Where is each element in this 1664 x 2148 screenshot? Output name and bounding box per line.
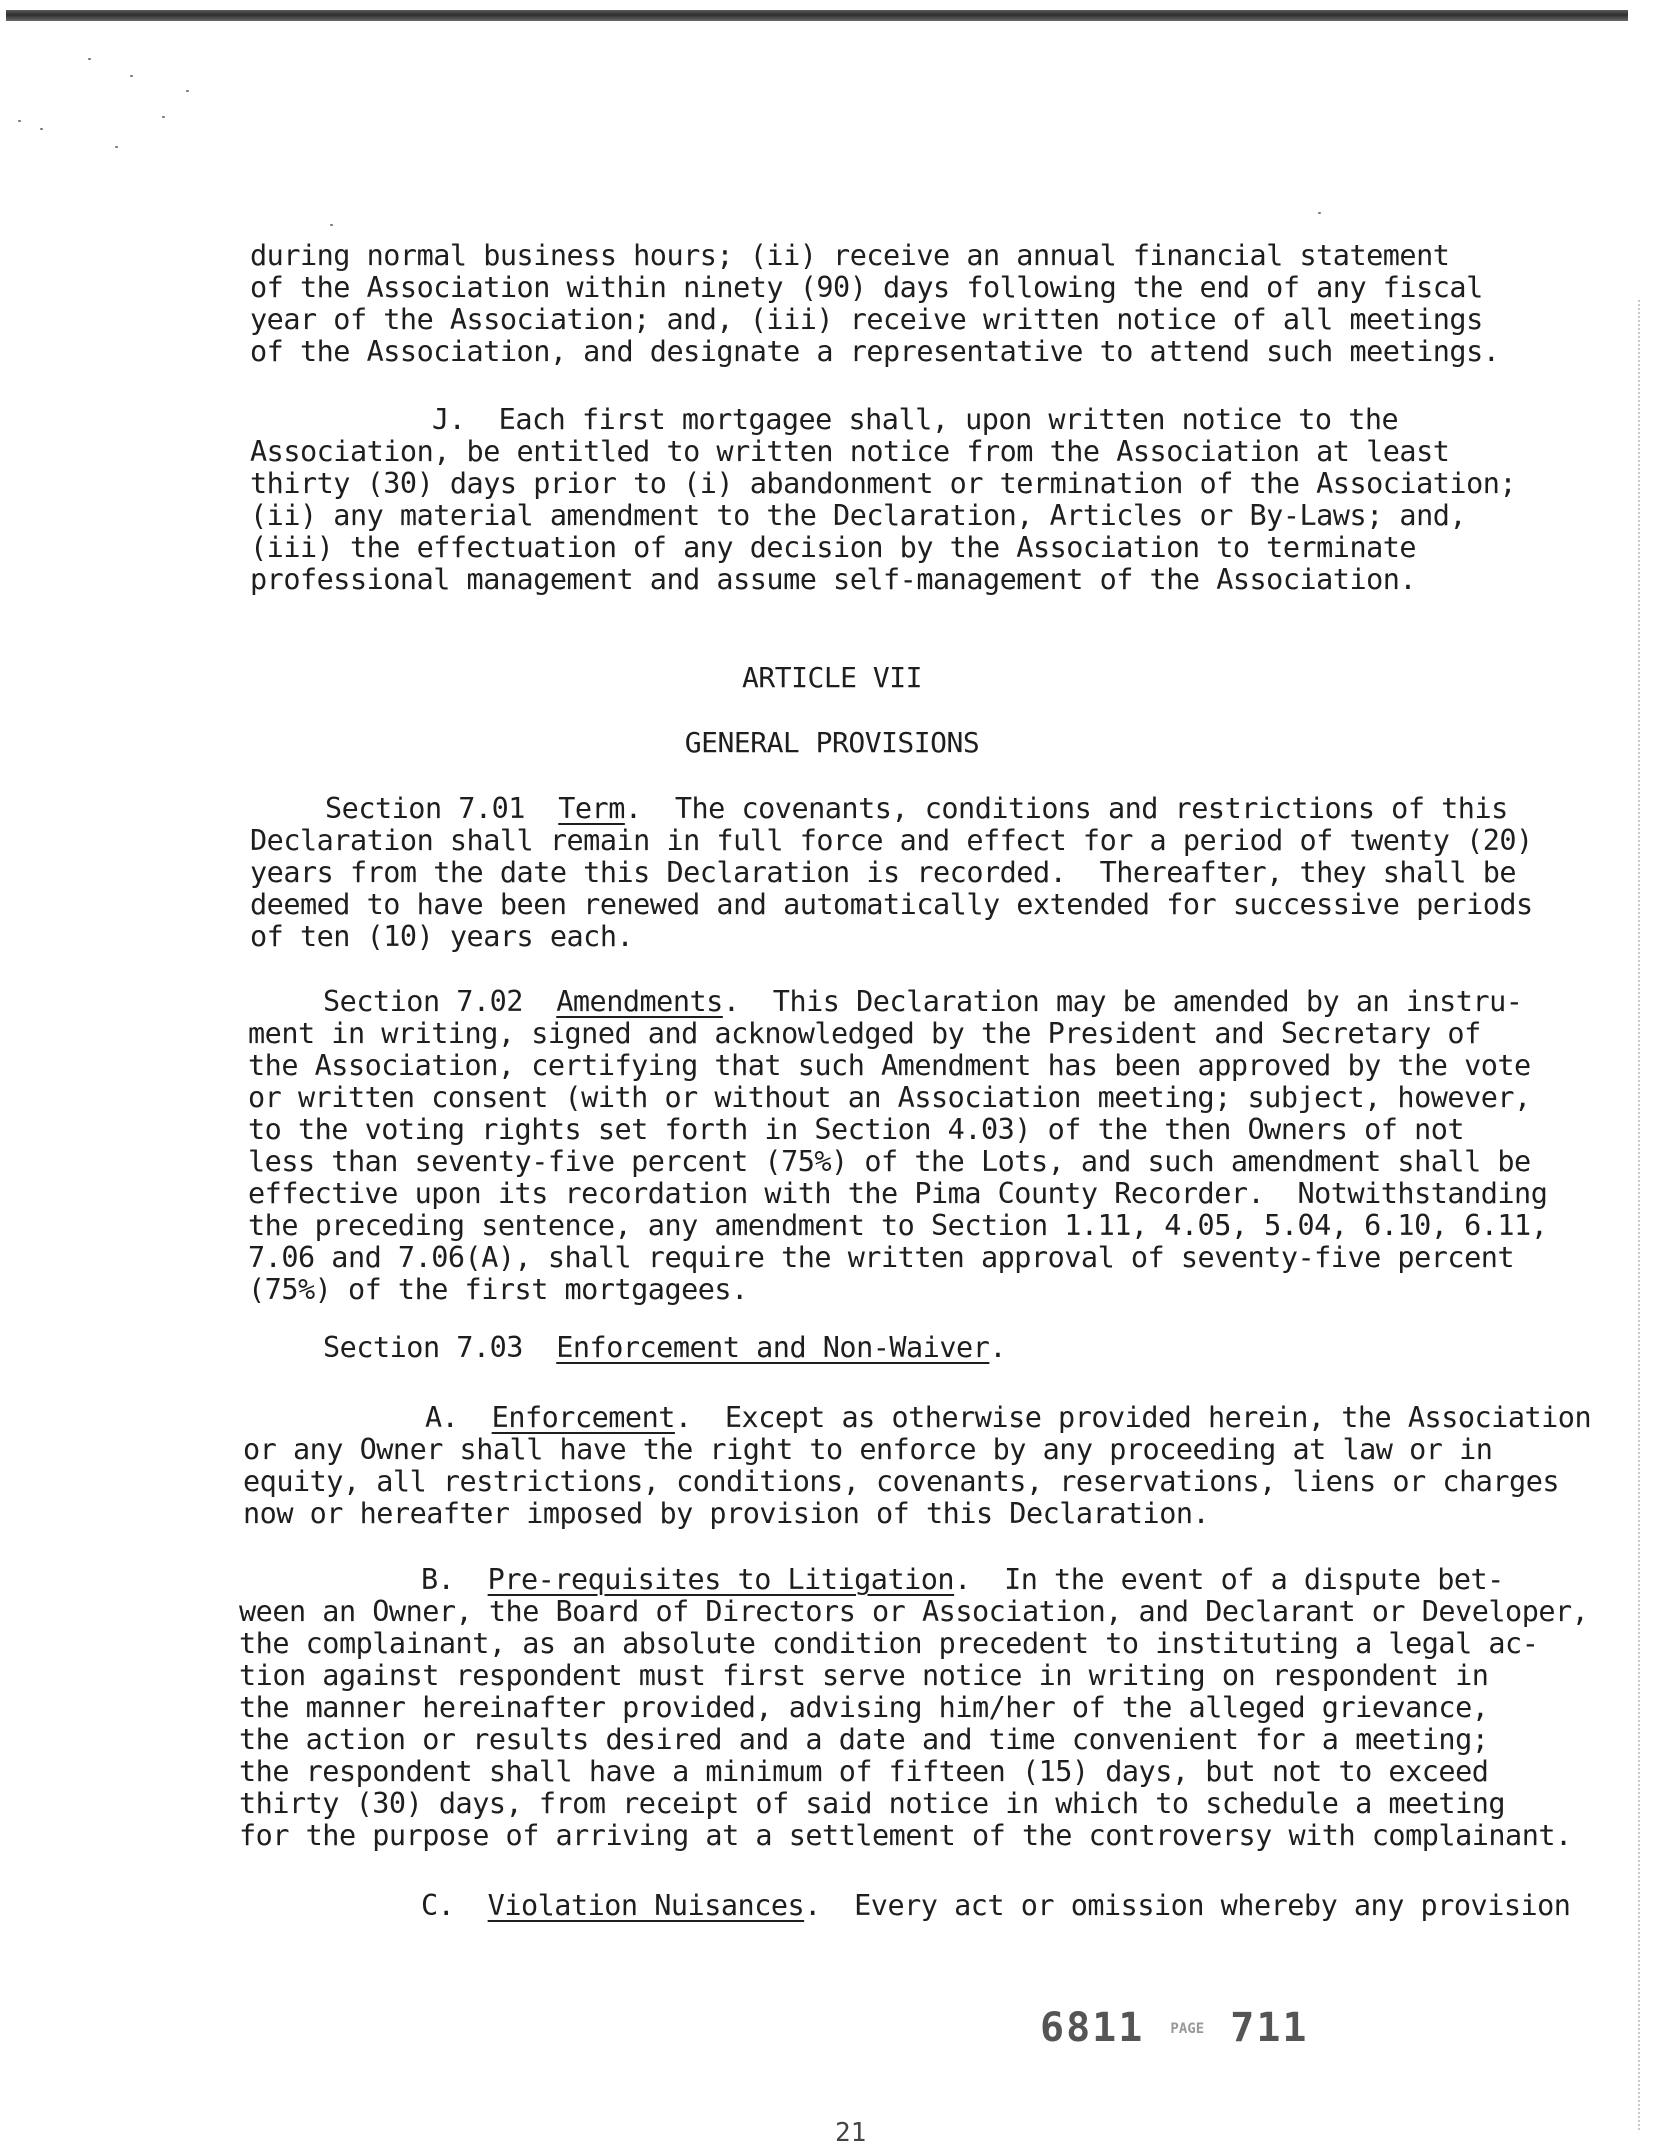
paragraph-title: Enforcement <box>491 1401 675 1434</box>
text-line: the action or results desired and a date and time convenient for a meeting; <box>239 1723 1489 1756</box>
text-line: Each first mortgagee shall, upon written notice to the <box>498 403 1399 436</box>
text-line: 7.06 and 7.06(A), shall require the written approval of seventy-five percent <box>248 1241 1515 1274</box>
text-line: for the purpose of arriving at a settlement of the controversy with complainant. <box>239 1819 1572 1852</box>
text-line: . In the event of a dispute bet- <box>954 1563 1504 1596</box>
text-line: thirty (30) days, from receipt of said notice in which to schedule a meeting <box>239 1787 1506 1820</box>
text-line: year of the Association; and, (iii) receive written notice of all meetings <box>250 303 1483 336</box>
text-line: professional management and assume self-management of the Association. <box>250 563 1417 596</box>
paragraph-label: J. <box>432 403 466 436</box>
text-line: or any Owner shall have the right to enforce by any proceeding at law or in <box>243 1433 1493 1466</box>
scan-speck <box>186 90 189 92</box>
paragraph-a-enforcement <box>243 1402 1591 1530</box>
section-label: Section 7.01 <box>325 792 525 825</box>
paragraph-title: Violation Nuisances <box>487 1889 805 1922</box>
text-line: years from the date this Declaration is recorded. Thereafter, they shall be <box>250 856 1517 889</box>
paragraph-j <box>250 404 1516 596</box>
scan-speck <box>40 128 43 130</box>
text-line: the respondent shall have a minimum of fifteen (15) days, but not to exceed <box>239 1755 1489 1788</box>
text-line: ween an Owner, the Board of Directors or Association, and Declarant or Developer, <box>239 1595 1589 1628</box>
text-line: or written consent (with or without an Association meeting; subject, however, <box>248 1081 1531 1114</box>
text-line: of ten (10) years each. <box>250 920 634 953</box>
text-line: tion against respondent must first serve notice in writing on respondent in <box>239 1659 1489 1692</box>
text-line: to the voting rights set forth in Section 4.03) of the then Owners of not <box>248 1113 1465 1146</box>
page-number-stamp: 711 <box>1230 2005 1309 2051</box>
continuation-paragraph <box>250 240 1499 368</box>
section-label: Section 7.03 <box>323 1331 523 1364</box>
book-number: 6811 <box>1040 2005 1145 2051</box>
text-line: effective upon its recordation with the Pima County Recorder. Notwithstanding <box>248 1177 1548 1210</box>
text-line: . Except as otherwise provided herein, the Association <box>674 1401 1592 1434</box>
scan-speck <box>1318 212 1321 214</box>
text-line: . <box>989 1331 1007 1364</box>
text-line: Association, be entitled to written notice from the Association at least <box>250 435 1450 468</box>
section-title: Enforcement and Non-Waiver <box>556 1331 990 1364</box>
paragraph-title: Pre-requisites to Litigation <box>487 1563 955 1596</box>
text-line: the preceding sentence, any amendment to Section 1.11, 4.05, 5.04, 6.10, 6.11, <box>248 1209 1548 1242</box>
recording-stamp <box>1040 2005 1308 2051</box>
section-title: Amendments <box>556 985 723 1018</box>
scan-top-border <box>6 10 1628 21</box>
paragraph-b-litigation <box>239 1564 1588 1852</box>
text-line: equity, all restrictions, conditions, covenants, reservations, liens or charges <box>243 1465 1560 1498</box>
text-line: (iii) the effectuation of any decision by the Association to terminate <box>250 531 1417 564</box>
section-7-01 <box>250 793 1533 953</box>
section-7-03 <box>248 1332 1006 1364</box>
page-marker: PAGE <box>1170 2021 1205 2037</box>
text-line: (75%) of the first mortgagees. <box>248 1273 748 1306</box>
text-line: of the Association, and designate a representative to attend such meetings. <box>250 335 1500 368</box>
text-line: the manner hereinafter provided, advising him/her of the alleged grievance, <box>239 1691 1489 1724</box>
text-line: deemed to have been renewed and automatically extended for successive periods <box>250 888 1533 921</box>
text-line: . The covenants, conditions and restrictions of this <box>624 792 1508 825</box>
article-heading: ARTICLE VII <box>742 661 922 694</box>
text-line: now or hereafter imposed by provision of this Declaration. <box>243 1497 1210 1530</box>
text-line: . Every act or omission whereby any provision <box>804 1889 1571 1922</box>
section-label: Section 7.02 <box>323 985 523 1018</box>
text-line: ment in writing, signed and acknowledged by the President and Secretary of <box>248 1017 1481 1050</box>
section-title: Term <box>558 792 625 825</box>
scan-speck <box>18 120 21 122</box>
scan-speck <box>330 224 333 226</box>
paragraph-c-violation <box>239 1890 1570 1922</box>
text-line: . This Declaration may be amended by an instru- <box>722 985 1523 1018</box>
text-line: the Association, certifying that such Amendment has been approved by the vote <box>248 1049 1531 1082</box>
scan-speck <box>88 58 91 60</box>
scan-speck <box>162 116 165 118</box>
text-line: Declaration shall remain in full force and effect for a period of twenty (20) <box>250 824 1533 857</box>
text-line: of the Association within ninety (90) days following the end of any fiscal <box>250 271 1483 304</box>
paragraph-label: C. <box>421 1889 455 1922</box>
page-number: 21 <box>835 2118 867 2148</box>
text-line: thirty (30) days prior to (i) abandonment or termination of the Association; <box>250 467 1517 500</box>
scan-right-edge <box>1638 300 1642 2130</box>
scan-speck <box>130 75 133 77</box>
text-line: (ii) any material amendment to the Declaration, Articles or By-Laws; and, <box>250 499 1467 532</box>
paragraph-label: B. <box>421 1563 455 1596</box>
text-line: less than seventy-five percent (75%) of the Lots, and such amendment shall be <box>248 1145 1531 1178</box>
paragraph-label: A. <box>425 1401 459 1434</box>
text-line: the complainant, as an absolute condition precedent to instituting a legal ac- <box>239 1627 1539 1660</box>
section-7-02 <box>248 986 1547 1306</box>
text-line: during normal business hours; (ii) receive an annual financial statement <box>250 239 1450 272</box>
scan-speck <box>115 146 118 148</box>
article-subheading: GENERAL PROVISIONS <box>684 726 980 759</box>
